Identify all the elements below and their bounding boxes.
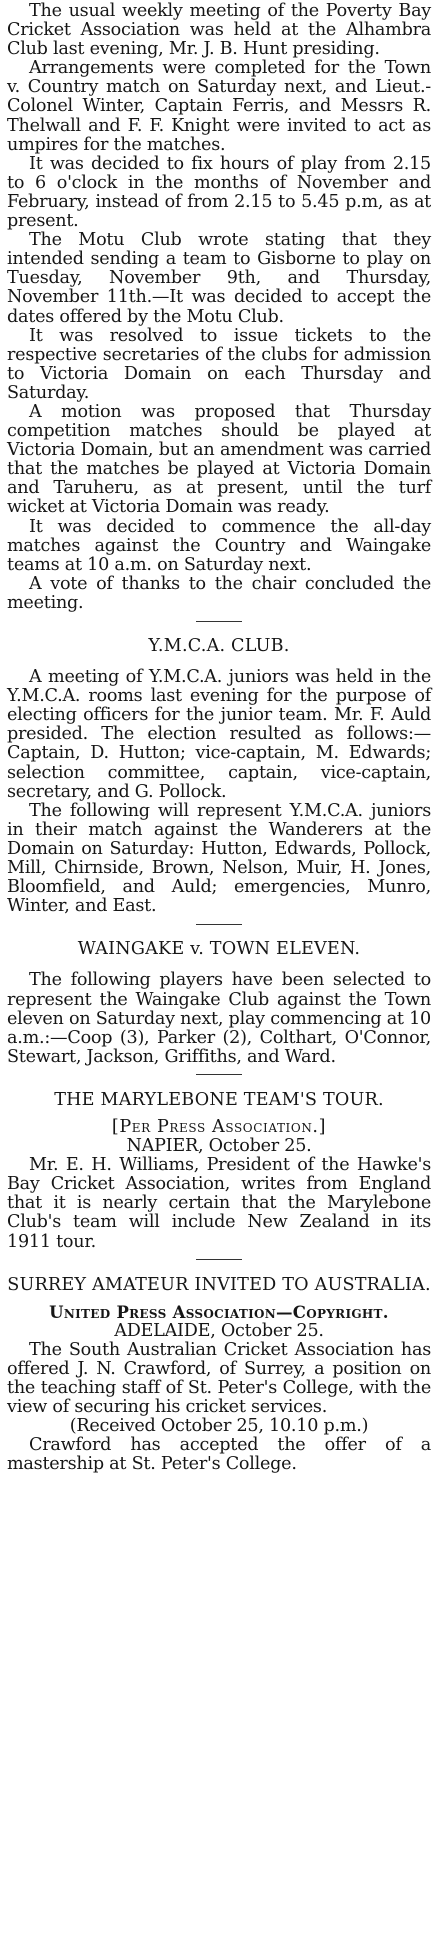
- paragraph: Arrangements were completed for the Town v. Country match on Saturday next, and Lieut.-Colonel Winter, Captain Ferris, and Messrs R. Thelwall and F. F. Knight were invited to act as umpires for the matches.: [7, 58, 431, 155]
- section-divider: [7, 613, 431, 629]
- ymca-club-report: [7, 629, 431, 916]
- waingake-report: [7, 932, 431, 1067]
- section-divider: [7, 1252, 431, 1268]
- paragraph: Mr. E. H. Williams, President of the Hawke's Bay Cricket Association, writes from England that it is nearly certain that the Marylebone Club's team will include New Zealand in its 1911 tour.: [7, 1155, 431, 1252]
- paragraph: It was decided to fix hours of play from 2.15 to 6 o'clock in the months of November and February, instead of from 2.15 to 5.45 p.m, as at present.: [7, 153, 431, 232]
- paragraph: It was decided to commence the all-day matches against the Country and Waingake teams at 10 a.m. on Saturday next.: [7, 516, 431, 575]
- paragraph: The South Australian Cricket Association has offered J. N. Crawford, of Surrey, a position on the teaching staff of St. Peter's College, with the view of securing his cricket services.: [7, 1339, 431, 1418]
- section-divider: [7, 916, 431, 932]
- paragraph: The usual weekly meeting of the Poverty Bay Cricket Association was held at the Alhambra Club last evening, Mr. J. B. Hunt presiding.: [7, 1, 431, 60]
- paragraph: The following players have been selected to represent the Waingake Club against the Town eleven on Saturday next, play commencing at 10 a.m.:—Coop (3), Parker (2), Colthart, O'Connor, Stewart, Jackson, Griffiths, and Ward.: [7, 970, 431, 1067]
- section-heading: SURREY AMATEUR INVITED TO AUSTRALIA.: [7, 1274, 431, 1295]
- paragraph: The following will represent Y.M.C.A. juniors in their match against the Wanderers at the Domain on Saturday: Hutton, Edwards, Pollock, Mill, Chirnside, Brown, Nelson, Muir, H. Jones, Bloomfield, and Auld; emergencies, Munro, Winter, and East.: [7, 800, 431, 917]
- section-heading: Y.M.C.A. CLUB.: [148, 636, 290, 656]
- paragraph: It was resolved to issue tickets to the respective secretaries of the clubs for admission to Victoria Domain on each Thursday and Saturday.: [7, 325, 431, 403]
- section-divider: [7, 1067, 431, 1083]
- paragraph: A meeting of Y.M.C.A. juniors was held in the Y.M.C.A. rooms last evening for the purpose of electing officers for the junior team. Mr. F. Auld presided. The election resulted as follows:—Captain, D. Hutton; vice-captain, M. Edwards; selection committee, captain, vice-captain, secretary, and G. Pollock.: [7, 667, 431, 802]
- received-notice: (Received October 25, 10.10 p.m.): [69, 1416, 369, 1437]
- surrey-report: [7, 1268, 431, 1475]
- agency-credit: [Per Press Association.]: [111, 1116, 327, 1137]
- marylebone-report: [7, 1083, 431, 1252]
- paragraph: A motion was proposed that Thursday competition matches should be played at Victoria Domain, but an amendment was carried that the matches be played at Victoria Domain and Taruheru, as at present, until the turf wicket at Victoria Domain was ready.: [7, 401, 431, 518]
- agency-credit: United Press Association—Copyright.: [49, 1302, 389, 1322]
- section-heading: WAINGAKE v. TOWN ELEVEN.: [77, 939, 361, 960]
- cricket-association-report: [7, 2, 431, 613]
- paragraph: A vote of thanks to the chair concluded the meeting.: [7, 573, 431, 613]
- section-heading: THE MARYLEBONE TEAM'S TOUR.: [54, 1089, 384, 1110]
- dateline: NAPIER, October 25.: [126, 1136, 312, 1157]
- paragraph: Crawford has accepted the offer of a mastership at St. Peter's College.: [7, 1435, 431, 1475]
- dateline: ADELAIDE, October 25.: [114, 1320, 324, 1341]
- paragraph: The Motu Club wrote stating that they intended sending a team to Gisborne to play on Tuesday, November 9th, and Thursday, November 11th.—It was decided to accept the dates offered by the Motu Club.: [7, 230, 431, 327]
